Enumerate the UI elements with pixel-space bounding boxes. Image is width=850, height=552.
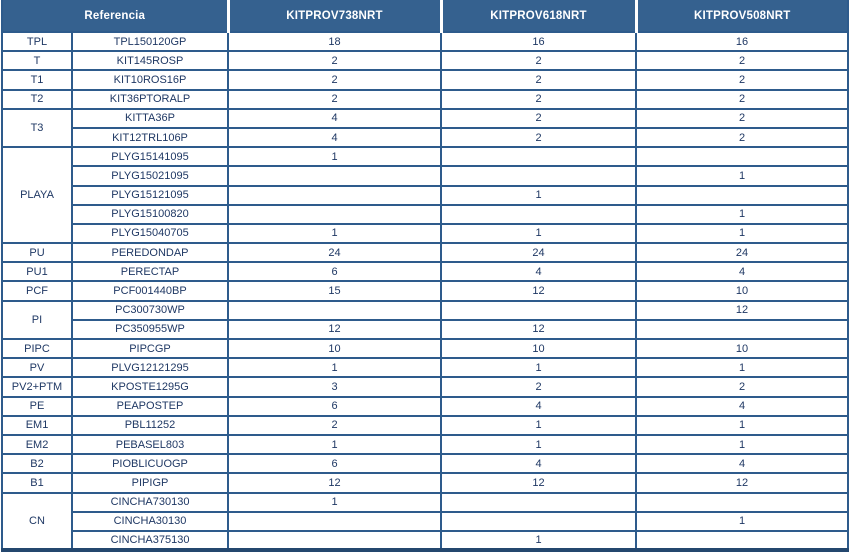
quantity-cell-kitprov738nrt: 2 xyxy=(228,51,441,70)
quantity-cell-kitprov738nrt: 6 xyxy=(228,262,441,281)
quantity-cell-kitprov618nrt: 1 xyxy=(441,416,636,435)
quantity-cell-kitprov738nrt: 4 xyxy=(228,128,441,147)
table-header xyxy=(2,0,848,32)
code-cell: PLYG15100820 xyxy=(72,205,228,224)
quantity-cell-kitprov738nrt: 2 xyxy=(228,416,441,435)
category-cell: PU1 xyxy=(2,262,72,281)
header-referencia: Referencia xyxy=(2,0,228,32)
table-row xyxy=(2,90,848,109)
code-cell: PCF001440BP xyxy=(72,281,228,300)
quantity-cell-kitprov738nrt: 6 xyxy=(228,397,441,416)
quantity-cell-kitprov508nrt xyxy=(636,147,848,166)
quantity-cell-kitprov618nrt: 12 xyxy=(441,281,636,300)
code-cell: PC350955WP xyxy=(72,320,228,339)
quantity-cell-kitprov618nrt: 4 xyxy=(441,454,636,473)
quantity-cell-kitprov618nrt xyxy=(441,493,636,512)
quantity-cell-kitprov618nrt: 12 xyxy=(441,473,636,492)
code-cell: CINCHA30130 xyxy=(72,512,228,531)
code-cell: PLYG15040705 xyxy=(72,224,228,243)
quantity-cell-kitprov618nrt: 16 xyxy=(441,32,636,51)
code-cell: PIOBLICUOGP xyxy=(72,454,228,473)
code-cell: KIT145ROSP xyxy=(72,51,228,70)
category-cell: CN xyxy=(2,493,72,551)
category-cell: PIPC xyxy=(2,339,72,358)
table-row xyxy=(2,128,848,147)
quantity-cell-kitprov738nrt: 1 xyxy=(228,493,441,512)
category-cell: PI xyxy=(2,301,72,339)
code-cell: PLYG15021095 xyxy=(72,166,228,185)
quantity-cell-kitprov618nrt: 2 xyxy=(441,109,636,128)
quantity-cell-kitprov738nrt xyxy=(228,531,441,550)
quantity-cell-kitprov508nrt: 1 xyxy=(636,358,848,377)
category-cell: T3 xyxy=(2,109,72,147)
category-cell: PU xyxy=(2,243,72,262)
quantity-cell-kitprov508nrt: 12 xyxy=(636,473,848,492)
code-cell: PIPIGP xyxy=(72,473,228,492)
quantity-cell-kitprov508nrt: 10 xyxy=(636,339,848,358)
quantity-cell-kitprov738nrt: 1 xyxy=(228,435,441,454)
quantity-cell-kitprov508nrt: 1 xyxy=(636,512,848,531)
quantity-cell-kitprov618nrt xyxy=(441,205,636,224)
category-cell: PE xyxy=(2,397,72,416)
quantity-cell-kitprov508nrt xyxy=(636,531,848,550)
table-row xyxy=(2,186,848,205)
quantity-cell-kitprov618nrt xyxy=(441,512,636,531)
quantity-cell-kitprov738nrt: 2 xyxy=(228,90,441,109)
category-cell: T2 xyxy=(2,90,72,109)
quantity-cell-kitprov738nrt xyxy=(228,166,441,185)
quantity-cell-kitprov508nrt: 1 xyxy=(636,205,848,224)
quantity-cell-kitprov618nrt: 24 xyxy=(441,243,636,262)
category-cell: B1 xyxy=(2,473,72,492)
code-cell: PLVG12121295 xyxy=(72,358,228,377)
quantity-cell-kitprov738nrt: 3 xyxy=(228,377,441,396)
category-cell: PCF xyxy=(2,281,72,300)
quantity-cell-kitprov618nrt: 4 xyxy=(441,262,636,281)
quantity-cell-kitprov618nrt: 2 xyxy=(441,128,636,147)
table-row xyxy=(2,166,848,185)
table-row xyxy=(2,416,848,435)
quantity-cell-kitprov738nrt: 24 xyxy=(228,243,441,262)
quantity-cell-kitprov618nrt: 1 xyxy=(441,186,636,205)
quantity-cell-kitprov508nrt: 2 xyxy=(636,51,848,70)
quantity-cell-kitprov508nrt: 1 xyxy=(636,166,848,185)
table-row xyxy=(2,51,848,70)
category-cell: T xyxy=(2,51,72,70)
quantity-cell-kitprov508nrt: 4 xyxy=(636,397,848,416)
quantity-cell-kitprov508nrt: 2 xyxy=(636,90,848,109)
quantity-cell-kitprov508nrt: 16 xyxy=(636,32,848,51)
quantity-cell-kitprov738nrt: 6 xyxy=(228,454,441,473)
code-cell: TPL150120GP xyxy=(72,32,228,51)
table-row xyxy=(2,339,848,358)
quantity-cell-kitprov738nrt: 12 xyxy=(228,320,441,339)
code-cell: KIT12TRL106P xyxy=(72,128,228,147)
quantity-cell-kitprov738nrt: 2 xyxy=(228,70,441,89)
quantity-cell-kitprov738nrt xyxy=(228,186,441,205)
quantity-cell-kitprov508nrt: 24 xyxy=(636,243,848,262)
code-cell: PEAPOSTEP xyxy=(72,397,228,416)
table-row xyxy=(2,243,848,262)
quantity-cell-kitprov618nrt: 4 xyxy=(441,397,636,416)
quantity-cell-kitprov618nrt: 10 xyxy=(441,339,636,358)
category-cell: PV2+PTM xyxy=(2,377,72,396)
table-row xyxy=(2,70,848,89)
header-kitprov508nrt: KITPROV508NRT xyxy=(636,0,848,32)
code-cell: PIPCGP xyxy=(72,339,228,358)
quantity-cell-kitprov618nrt: 1 xyxy=(441,435,636,454)
header-kitprov738nrt: KITPROV738NRT xyxy=(228,0,441,32)
category-cell: T1 xyxy=(2,70,72,89)
category-cell: EM2 xyxy=(2,435,72,454)
quantity-cell-kitprov618nrt: 2 xyxy=(441,70,636,89)
quantity-cell-kitprov508nrt: 2 xyxy=(636,70,848,89)
quantity-cell-kitprov618nrt xyxy=(441,147,636,166)
code-cell: KIT36PTORALP xyxy=(72,90,228,109)
table-row xyxy=(2,377,848,396)
table-row xyxy=(2,397,848,416)
quantity-cell-kitprov618nrt: 2 xyxy=(441,90,636,109)
quantity-cell-kitprov738nrt xyxy=(228,205,441,224)
table-row xyxy=(2,435,848,454)
quantity-cell-kitprov738nrt xyxy=(228,301,441,320)
table-row xyxy=(2,473,848,492)
quantity-cell-kitprov738nrt: 4 xyxy=(228,109,441,128)
table-row xyxy=(2,531,848,550)
quantity-cell-kitprov618nrt xyxy=(441,166,636,185)
quantity-cell-kitprov508nrt: 2 xyxy=(636,128,848,147)
quantity-cell-kitprov508nrt: 2 xyxy=(636,377,848,396)
quantity-cell-kitprov738nrt: 1 xyxy=(228,224,441,243)
code-cell: KIT10ROS16P xyxy=(72,70,228,89)
category-cell: TPL xyxy=(2,32,72,51)
quantity-cell-kitprov738nrt: 10 xyxy=(228,339,441,358)
quantity-cell-kitprov508nrt: 4 xyxy=(636,454,848,473)
quantity-cell-kitprov738nrt: 18 xyxy=(228,32,441,51)
header-kitprov618nrt: KITPROV618NRT xyxy=(441,0,636,32)
table-row xyxy=(2,512,848,531)
code-cell: KITTA36P xyxy=(72,109,228,128)
table-row xyxy=(2,454,848,473)
quantity-cell-kitprov508nrt: 12 xyxy=(636,301,848,320)
table-row xyxy=(2,109,848,128)
header-row xyxy=(2,0,848,32)
table-row xyxy=(2,262,848,281)
quantity-cell-kitprov508nrt: 10 xyxy=(636,281,848,300)
quantity-cell-kitprov738nrt: 1 xyxy=(228,358,441,377)
table-row xyxy=(2,320,848,339)
table-row xyxy=(2,281,848,300)
table-row xyxy=(2,301,848,320)
quantity-cell-kitprov618nrt xyxy=(441,301,636,320)
code-cell: PEBASEL803 xyxy=(72,435,228,454)
table-row xyxy=(2,358,848,377)
quantity-cell-kitprov618nrt: 2 xyxy=(441,377,636,396)
table-row xyxy=(2,224,848,243)
quantity-cell-kitprov618nrt: 1 xyxy=(441,224,636,243)
quantity-cell-kitprov508nrt: 2 xyxy=(636,109,848,128)
category-cell: PV xyxy=(2,358,72,377)
quantity-cell-kitprov508nrt xyxy=(636,493,848,512)
code-cell: PLYG15141095 xyxy=(72,147,228,166)
quantity-cell-kitprov508nrt xyxy=(636,320,848,339)
quantity-cell-kitprov508nrt: 4 xyxy=(636,262,848,281)
quantity-cell-kitprov618nrt: 2 xyxy=(441,51,636,70)
quantity-cell-kitprov738nrt: 1 xyxy=(228,147,441,166)
quantity-cell-kitprov508nrt: 1 xyxy=(636,224,848,243)
code-cell: CINCHA375130 xyxy=(72,531,228,550)
quantity-cell-kitprov508nrt: 1 xyxy=(636,435,848,454)
kit-reference-table xyxy=(1,0,849,552)
code-cell: PLYG15121095 xyxy=(72,186,228,205)
quantity-cell-kitprov738nrt xyxy=(228,512,441,531)
quantity-cell-kitprov508nrt xyxy=(636,186,848,205)
category-cell: EM1 xyxy=(2,416,72,435)
code-cell: CINCHA730130 xyxy=(72,493,228,512)
category-cell: PLAYA xyxy=(2,147,72,243)
code-cell: PC300730WP xyxy=(72,301,228,320)
category-cell: B2 xyxy=(2,454,72,473)
table-row xyxy=(2,32,848,51)
table-row xyxy=(2,493,848,512)
quantity-cell-kitprov618nrt: 12 xyxy=(441,320,636,339)
quantity-cell-kitprov618nrt: 1 xyxy=(441,531,636,550)
code-cell: PERECTAP xyxy=(72,262,228,281)
code-cell: PEREDONDAP xyxy=(72,243,228,262)
table-row xyxy=(2,205,848,224)
code-cell: PBL11252 xyxy=(72,416,228,435)
quantity-cell-kitprov618nrt: 1 xyxy=(441,358,636,377)
quantity-cell-kitprov738nrt: 12 xyxy=(228,473,441,492)
table-row xyxy=(2,147,848,166)
code-cell: KPOSTE1295G xyxy=(72,377,228,396)
table-body xyxy=(2,32,848,550)
quantity-cell-kitprov738nrt: 15 xyxy=(228,281,441,300)
quantity-cell-kitprov508nrt: 1 xyxy=(636,416,848,435)
